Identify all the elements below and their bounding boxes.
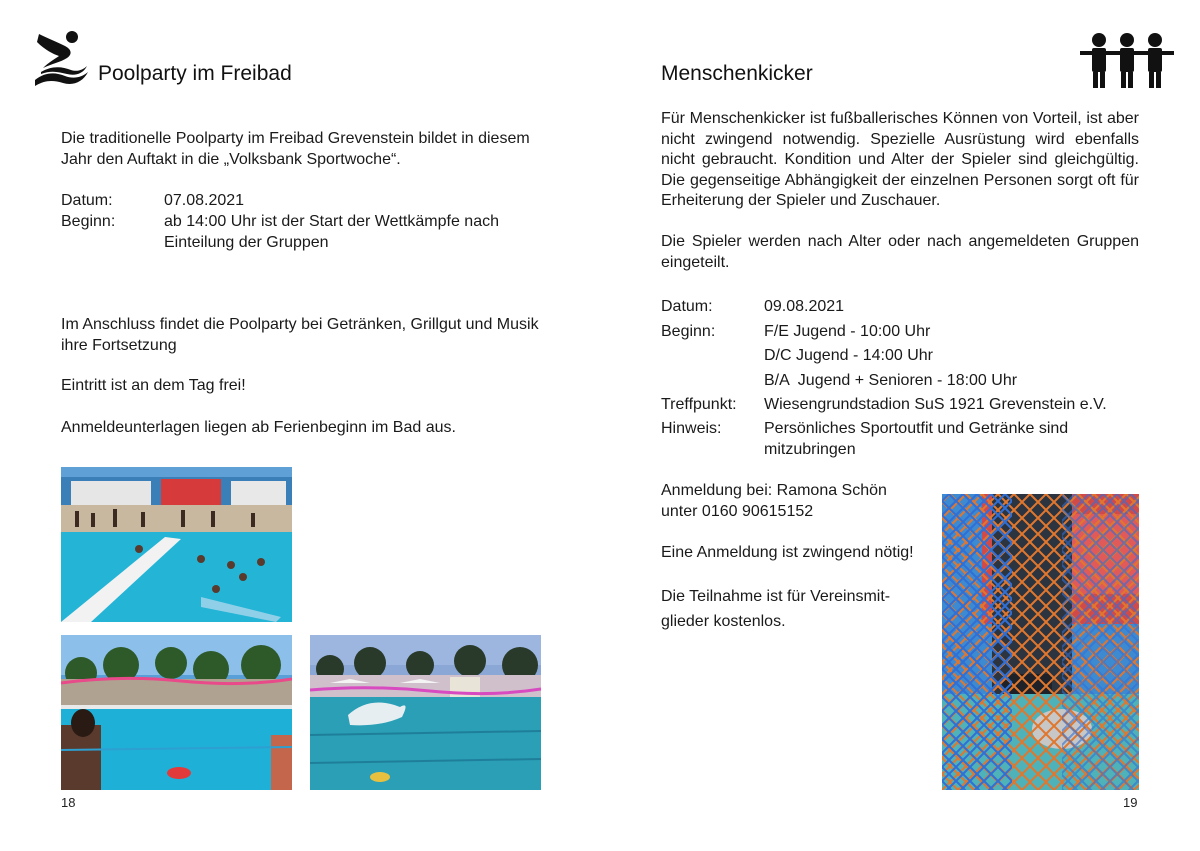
page-title: Menschenkicker [661,62,813,85]
beginn-value: B/A Jugend + Senioren - 18:00 Uhr [764,372,1018,389]
datum-label: Datum: [61,192,113,209]
notice: Die Teilnahme ist für Vereinsmit- [661,588,891,605]
menschenkicker-photo [942,494,1139,790]
pool-photo [310,635,541,790]
paragraph: Für Menschenkicker ist fußballerisches Können von Vorteil, ist aber nicht zwingend notwendig. Spezielle Ausrüstung wird ebenfalls nicht gebraucht. Kondition und Alter der Spieler sind gleichgültig. Die gegenseitige Abhängigkeit der einzelnen Personen sorgt oft für Erheiterung der Spieler und Zuschauer. [661,110,1139,209]
table-football-players-icon [1080,32,1174,90]
hinweis-value: Persönliches Sportoutfit und Getränke sind mitzubringen [764,420,1069,458]
treffpunkt-value: Wiesengrundstadion SuS 1921 Grevenstein e.V. [764,396,1107,413]
swimmer-icon [33,28,89,90]
beginn-label: Beginn: [661,323,716,340]
datum-value: 09.08.2021 [764,298,845,315]
treffpunkt-label: Treffpunkt: [661,396,737,413]
beginn-value: F/E Jugend - 10:00 Uhr [764,323,931,340]
hinweis-label: Hinweis: [661,420,722,437]
beginn-label: Beginn: [61,213,116,230]
datum-label: Datum: [661,298,713,315]
page-number: 18 [61,795,76,810]
datum-value: 07.08.2021 [164,192,245,209]
page-number: 19 [1123,795,1138,810]
pool-photo [61,467,292,622]
notice: glieder kostenlos. [661,613,786,630]
intro-paragraph: Die traditionelle Poolparty im Freibad Grevenstein bildet in diesem Jahr den Auftakt in die „Volksbank Sportwoche“. [61,130,530,168]
paragraph: Anmeldeunterlagen liegen ab Ferienbeginn im Bad aus. [61,419,456,436]
beginn-value: D/C Jugend - 14:00 Uhr [764,347,933,364]
page-title: Poolparty im Freibad [98,62,292,85]
beginn-value: ab 14:00 Uhr ist der Start der Wettkämpfe nach Einteilung der Gruppen [164,213,499,251]
paragraph: Eintritt ist an dem Tag frei! [61,377,246,394]
contact-line: Anmeldung bei: Ramona Schön [661,482,887,499]
paragraph: Die Spieler werden nach Alter oder nach angemeldeten Gruppen eingeteilt. [661,233,1139,271]
paragraph: Im Anschluss findet die Poolparty bei Getränken, Grillgut und Musik ihre Fortsetzung [61,316,539,354]
contact-line: unter 0160 90615152 [661,503,814,520]
notice: Eine Anmeldung ist zwingend nötig! [661,544,914,561]
pool-photo [61,635,292,790]
